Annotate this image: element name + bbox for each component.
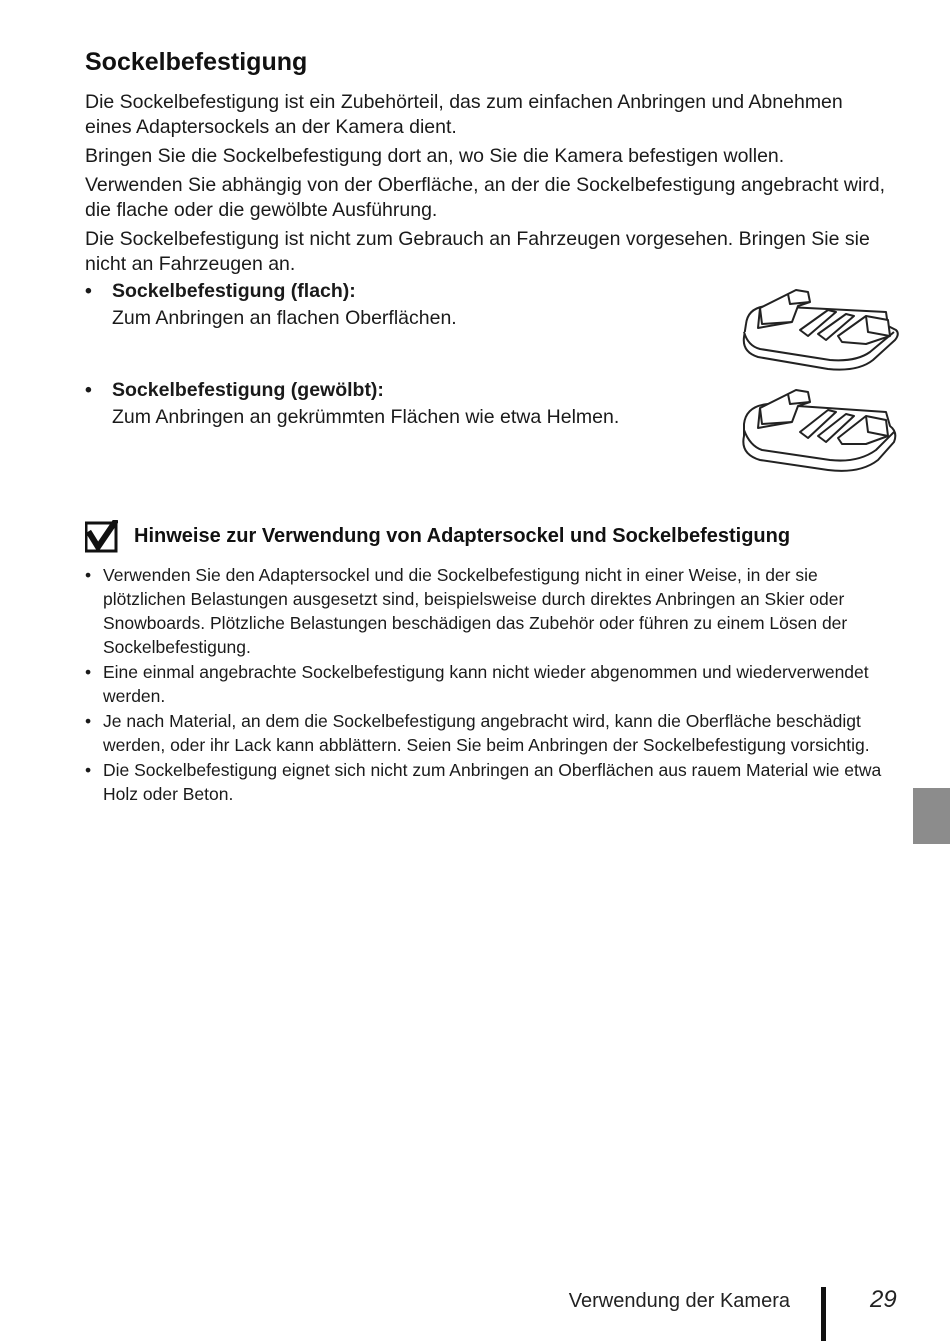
intro-paragraph: Die Sockelbefestigung ist nicht zum Gebrauch an Fahrzeugen vorgesehen. Bringen Sie sie nicht an Fahrzeugen an. [85, 228, 870, 275]
note-title: Hinweise zur Verwendung von Adaptersockel und Sockelbefestigung [134, 525, 791, 547]
footer-section-label: Verwendung der Kamera [568, 1290, 790, 1312]
variant-description: Zum Anbringen an gekrümmten Flächen wie etwa Helmen. [112, 406, 620, 428]
curved-mount-image [738, 384, 903, 474]
intro-paragraph: Die Sockelbefestigung ist ein Zubehörteil, das zum einfachen Anbringen und Abnehmen eines Adaptersockels an der Kamera dient. [85, 91, 843, 138]
variant-description: Zum Anbringen an flachen Oberflächen. [112, 307, 457, 329]
page-title: Sockelbefestigung [85, 48, 308, 76]
intro-paragraph: Verwenden Sie abhängig von der Oberfläche, an der die Sockelbefestigung angebracht wird, die flache oder die gewölbte Ausführung. [85, 174, 886, 221]
footer-divider [821, 1287, 826, 1341]
note-item: • Verwenden Sie den Adaptersockel und die Sockelbefestigung nicht in einer Weise, in der sie plötzlichen Belastungen ausgesetzt sind, beispielsweise durch direktes Anbringen an Skier oder Snowboards. Plötzliche Belastungen beschädigen das Zubehör oder führen zu einem Lösen der Sockelbefestigung. [85, 563, 900, 659]
variant-label: Sockelbefestigung (flach): [112, 280, 356, 302]
variant-label: Sockelbefestigung (gewölbt): [112, 379, 384, 401]
note-item: • Die Sockelbefestigung eignet sich nicht zum Anbringen an Oberflächen aus rauem Material wie etwa Holz oder Beton. [85, 758, 900, 806]
flat-mount-image [738, 282, 903, 372]
bullet: • [85, 379, 92, 401]
intro-paragraph: Bringen Sie die Sockelbefestigung dort an, wo Sie die Kamera befestigen wollen. [85, 145, 785, 167]
note-list [85, 563, 900, 806]
check-icon [85, 520, 118, 553]
note-item: • Je nach Material, an dem die Sockelbefestigung angebracht wird, kann die Oberfläche beschädigt werden, oder ihr Lack kann abblättern. Seien Sie beim Anbringen der Sockelbefestigung vorsichtig. [85, 709, 900, 757]
variant-curved [85, 377, 705, 431]
note-box [85, 520, 900, 807]
intro-text [85, 90, 890, 281]
note-item: • Eine einmal angebrachte Sockelbefestigung kann nicht wieder abgenommen und wiederverwendet werden. [85, 660, 900, 708]
variant-flat [85, 278, 705, 332]
side-tab[interactable] [913, 788, 950, 844]
bullet: • [85, 280, 92, 302]
note-header [85, 520, 900, 553]
page-number: 29 [870, 1286, 897, 1313]
